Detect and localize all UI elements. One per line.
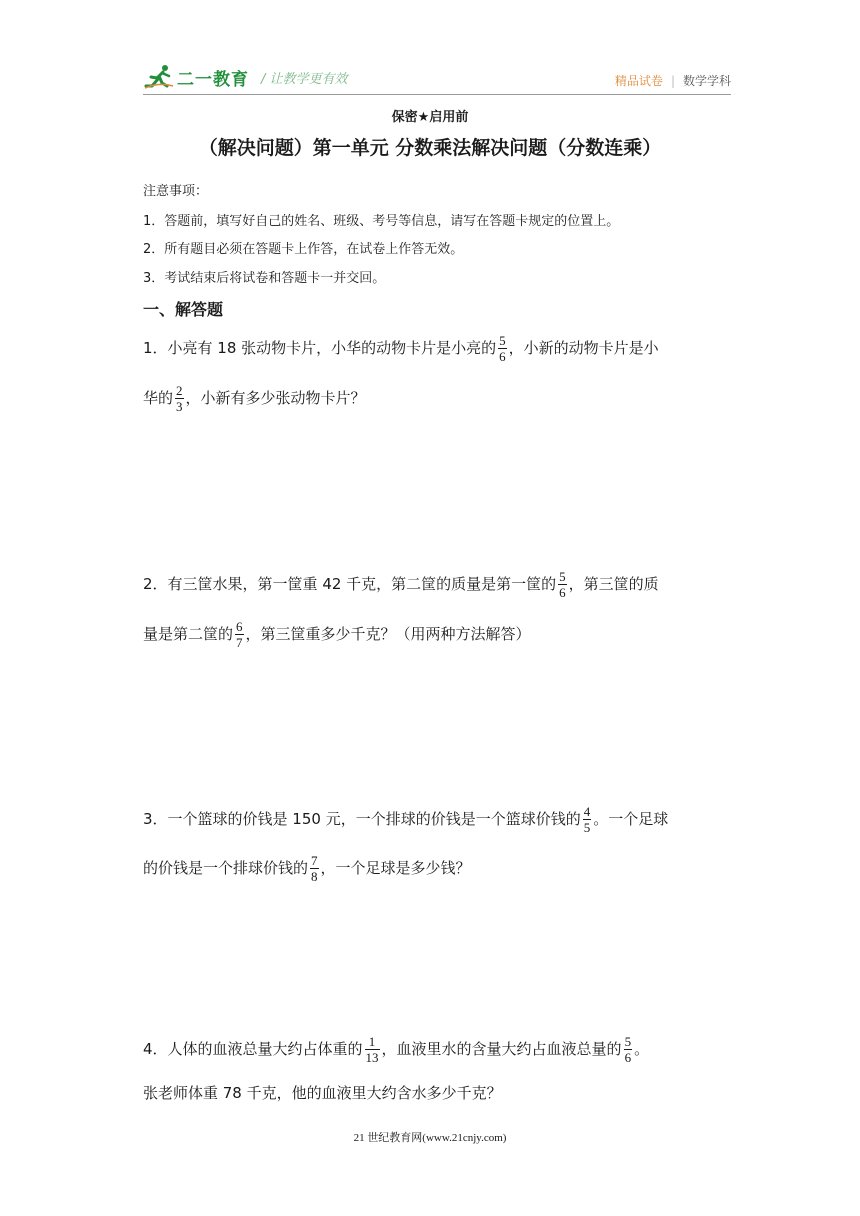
header-label-subject: 数学学科 bbox=[682, 74, 731, 88]
question-3-line-2 bbox=[143, 846, 735, 890]
header-label-premium: 精品试卷 bbox=[614, 74, 663, 88]
fraction: $\frac{1}{13}$ bbox=[365, 1033, 379, 1065]
question-3-line-1 bbox=[143, 797, 735, 841]
question-4-line-1 bbox=[143, 1027, 735, 1071]
header-right bbox=[615, 72, 731, 89]
question-text: 华的 $\frac{2}{3}$ ，小新有多少张动物卡片？ bbox=[143, 382, 366, 414]
page-header bbox=[143, 60, 731, 96]
question-1-line-2 bbox=[143, 376, 735, 420]
logo-text: 二一教育 bbox=[177, 69, 249, 90]
question-text: 2．有三筐水果，第一筐重 42 千克，第二筐的质量是第一筐的 $\frac{5}{6}$ ，第三筐的质 bbox=[143, 568, 659, 600]
question-text: 1．小亮有 18 张动物卡片，小华的动物卡片是小亮的 $\frac{5}{6}$ ，小新的动物卡片是小 bbox=[143, 332, 659, 364]
notes-heading: 注意事项： bbox=[143, 184, 209, 199]
fraction: $\frac{7}{8}$ bbox=[311, 852, 318, 884]
question-text: 张老师体重 78 千克，他的血液里大约含水多少千克？ bbox=[143, 1084, 502, 1102]
page-footer: 21 世纪教育网(www.21cnjy.com) bbox=[353, 1132, 507, 1144]
fraction: $\frac{2}{3}$ bbox=[176, 382, 183, 414]
running-man-logo-icon bbox=[143, 64, 175, 90]
question-text: 量是第二筐的 $\frac{6}{7}$ ，第三筐重多少千克？（用两种方法解答） bbox=[143, 618, 531, 650]
fraction: $\frac{6}{7}$ bbox=[236, 618, 243, 650]
note-item: 2．所有题目必须在答题卡上作答，在试卷上作答无效。 bbox=[143, 242, 464, 257]
secret-label: 保密★启用前 bbox=[391, 110, 469, 125]
question-2-line-1 bbox=[143, 562, 735, 606]
question-2-line-2 bbox=[143, 612, 735, 656]
question-text: 3．一个篮球的价钱是 150 元，一个排球的价钱是一个篮球价钱的 $\frac{4}{5}$ 。一个足球 bbox=[143, 803, 669, 835]
note-item: 3．考试结束后将试卷和答题卡一并交回。 bbox=[143, 271, 386, 286]
section-heading: 一、解答题 bbox=[143, 300, 224, 319]
question-text: 4．人体的血液总量大约占体重的 $\frac{1}{13}$ ，血液里水的含量大约占血液总量的 $\frac{5}{6}$ 。 bbox=[143, 1033, 650, 1065]
note-item: 1．答题前，填写好自己的姓名、班级、考号等信息，请写在答题卡规定的位置上。 bbox=[143, 214, 620, 229]
fraction: $\frac{5}{6}$ bbox=[499, 332, 506, 364]
header-separator: | bbox=[670, 73, 675, 88]
logo bbox=[143, 64, 348, 90]
fraction: $\frac{5}{6}$ bbox=[559, 568, 566, 600]
logo-slogan: / 让教学更有效 bbox=[261, 71, 348, 87]
fraction: $\frac{4}{5}$ bbox=[583, 803, 591, 835]
question-text: 的价钱是一个排球价钱的 $\frac{7}{8}$ ，一个足球是多少钱？ bbox=[143, 852, 471, 884]
question-4-line-2 bbox=[143, 1071, 735, 1115]
header-divider bbox=[143, 94, 731, 95]
question-1-line-1 bbox=[143, 326, 735, 370]
page-title: （解决问题）第一单元 分数乘法解决问题（分数连乘） bbox=[198, 137, 662, 159]
fraction: $\frac{5}{6}$ bbox=[624, 1033, 632, 1065]
